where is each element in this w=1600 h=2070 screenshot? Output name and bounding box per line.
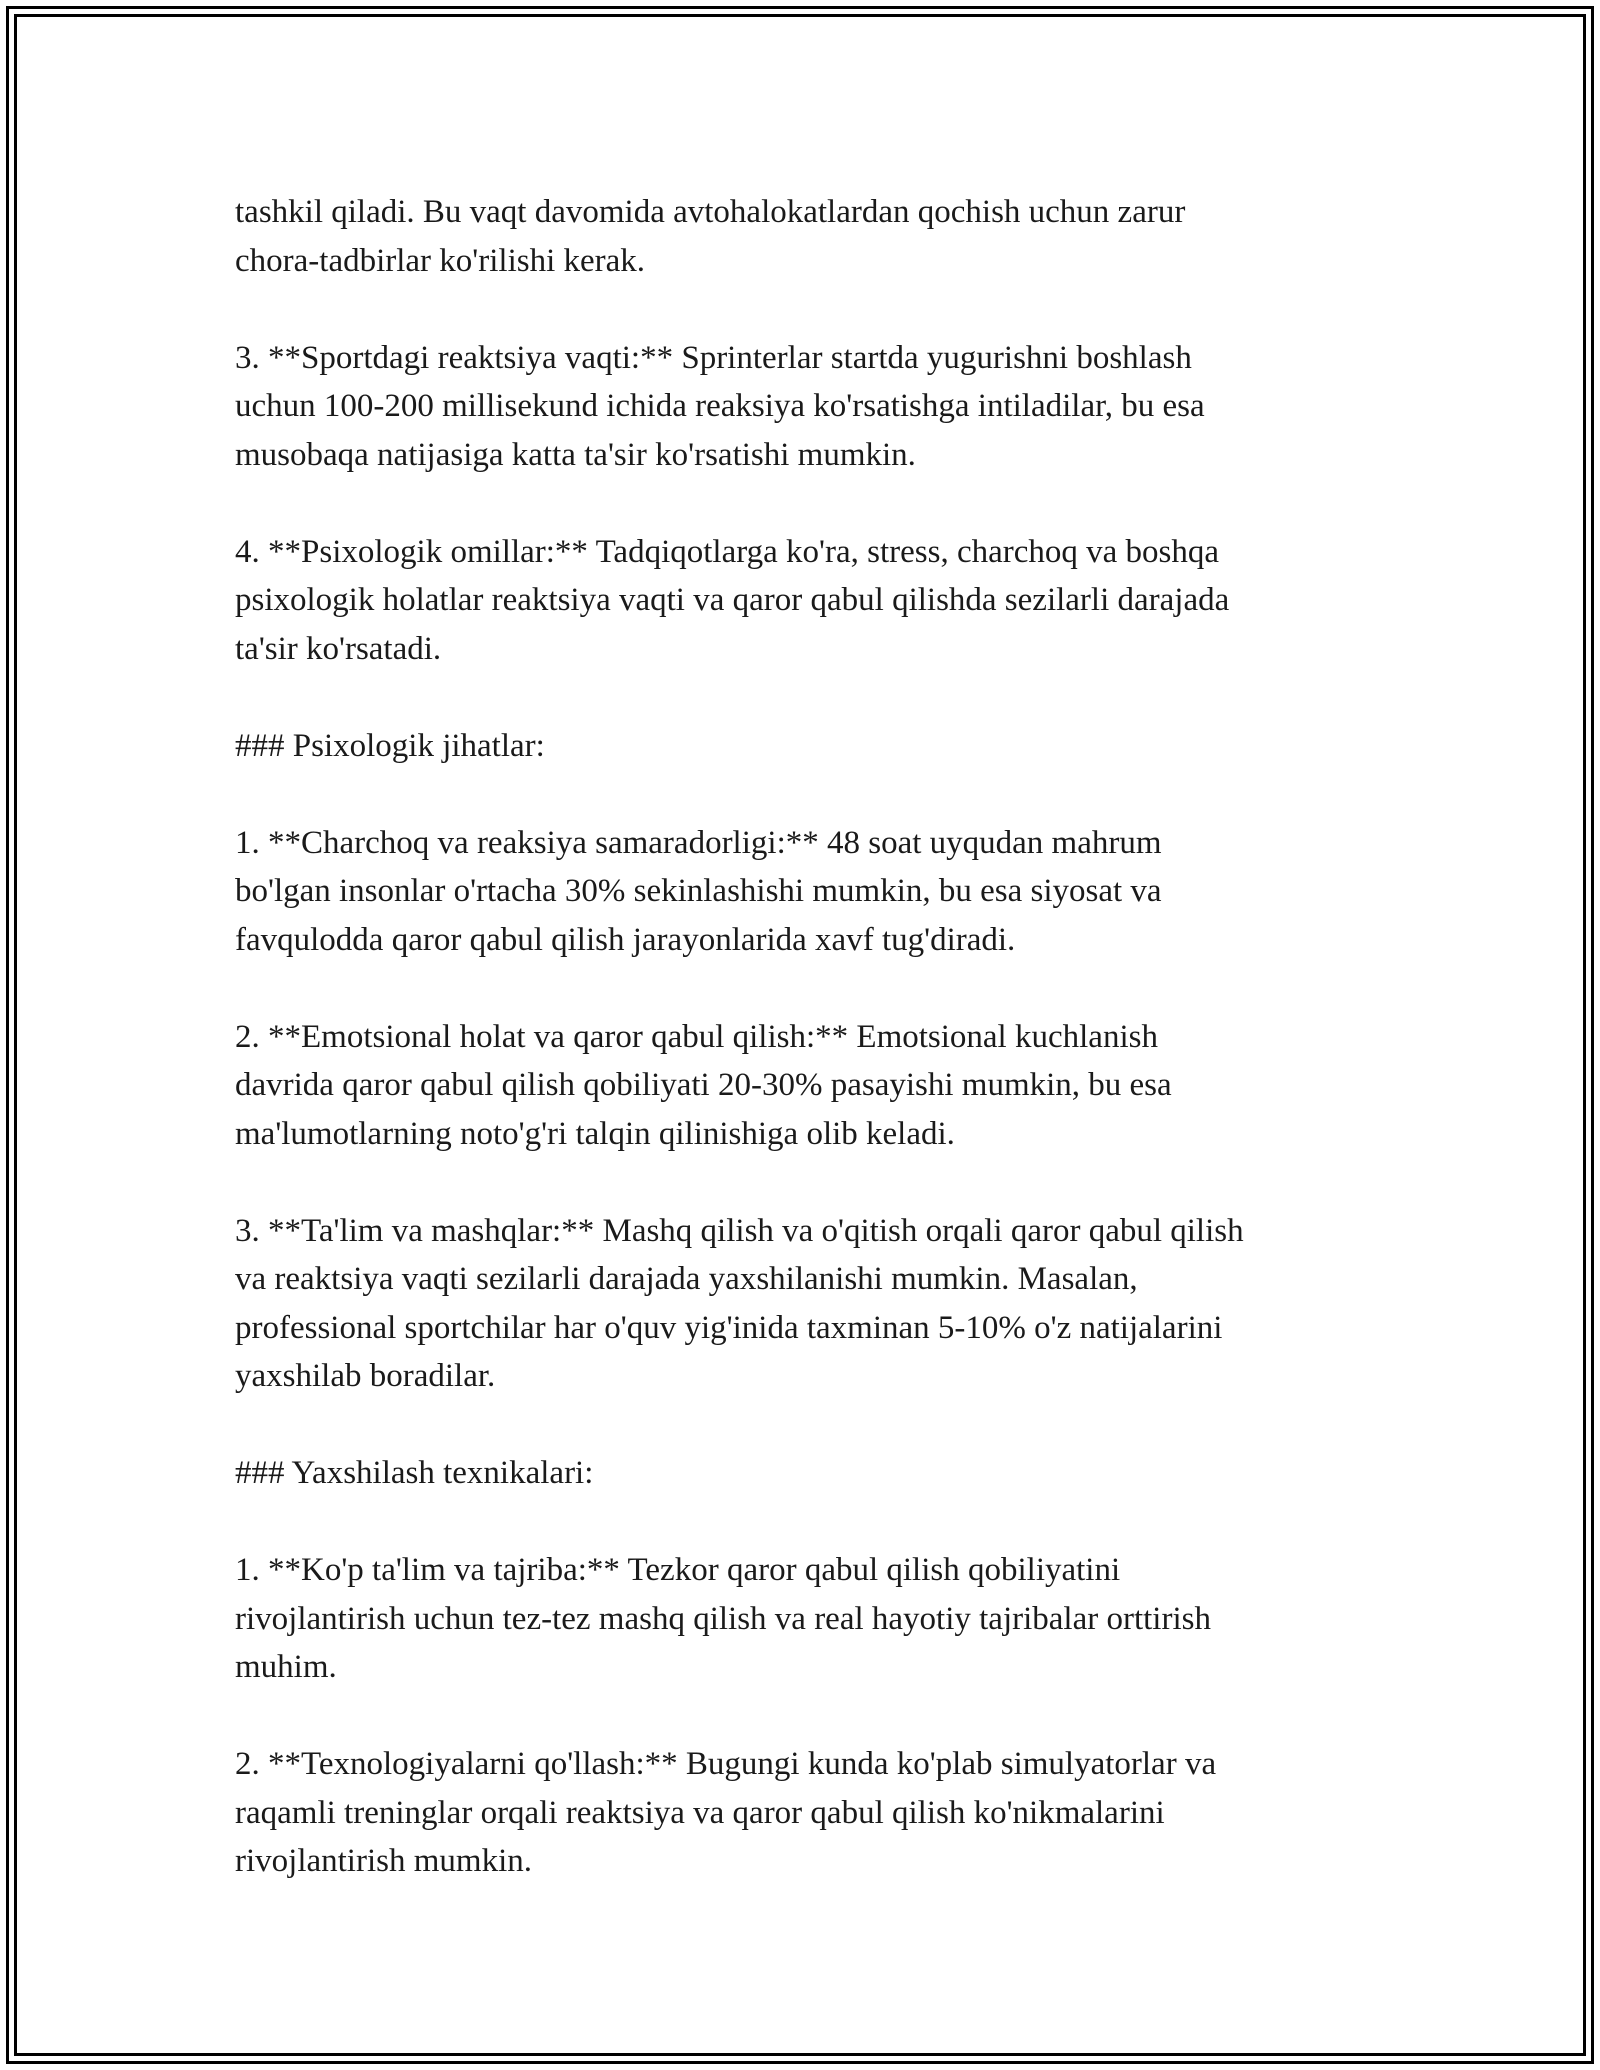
document-body xyxy=(235,188,1375,1886)
list-item-technology: 2. **Texnologiyalarni qo'llash:** Bugungi kunda ko'plab simulyatorlar va raqamli treninglar orqali reaktsiya va qaror qabul qilish ko'nikmalarini rivojlantirish mumkin. xyxy=(235,1746,1217,1879)
list-item-psychological-factors: 4. **Psixologik omillar:** Tadqiqotlarga ko'ra, stress, charchoq va boshqa psixologik holatlar reaktsiya vaqti va qaror qabul qilishda sezilarli darajada ta'sir ko'rsatadi. xyxy=(235,533,1230,667)
list-item-training: 3. **Ta'lim va mashqlar:** Mashq qilish va o'qitish orqali qaror qabul qilish va reaktsiya vaqti sezilarli darajada yaxshilanishi mumkin. Masalan, professional sportchilar har o'quv yig'inida taxminan 5-10% o'z natijalarini yaxshilab boradilar. xyxy=(235,1212,1244,1394)
list-item-fatigue: 1. **Charchoq va reaksiya samaradorligi:** 48 soat uyqudan mahrum bo'lgan insonlar o'rtacha 30% sekinlashishi mumkin, bu esa siyosat va favqulodda qaror qabul qilish jarayonlarida xavf tug'diradi. xyxy=(235,824,1162,958)
paragraph-continuation: tashkil qiladi. Bu vaqt davomida avtohalokatlardan qochish uchun zarur chora-tadbirlar ko'rilishi kerak. xyxy=(235,194,1186,279)
list-item-emotional-state: 2. **Emotsional holat va qaror qabul qilish:** Emotsional kuchlanish davrida qaror qabul qilish qobiliyati 20-30% pasayishi mumkin, bu esa ma'lumotlarning noto'g'ri talqin qilinishiga olib keladi. xyxy=(235,1018,1172,1152)
list-item-experience: 1. **Ko'p ta'lim va tajriba:** Tezkor qaror qabul qilish qobiliyatini rivojlantirish uchun tez-tez mashq qilish va real hayotiy tajribalar orttirish muhim. xyxy=(235,1552,1211,1685)
list-item-sport-reaction: 3. **Sportdagi reaktsiya vaqti:** Sprinterlar startda yugurishni boshlash uchun 100-200 millisekund ichida reaksiya ko'rsatishga intiladilar, bu esa musobaqa natijasiga katta ta'sir ko'rsatishi mumkin. xyxy=(235,339,1205,473)
section-heading-psychological-aspects: ### Psixologik jihatlar: xyxy=(235,727,545,764)
section-heading-improvement-techniques: ### Yaxshilash texnikalari: xyxy=(235,1455,594,1491)
